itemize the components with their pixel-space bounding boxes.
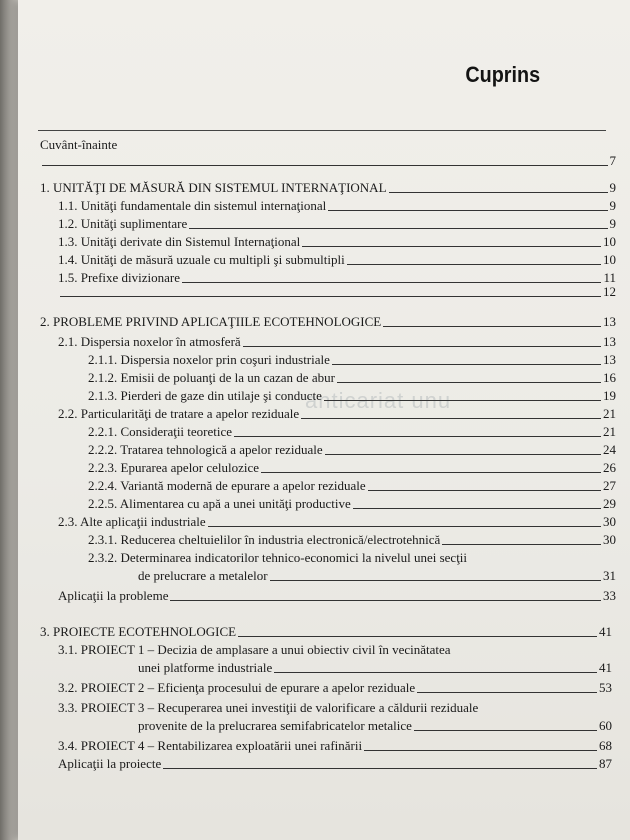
toc-entry [58, 406, 616, 422]
dot-leader [332, 364, 601, 365]
toc-entry-label: 2.1. Dispersia noxelor în atmosferă [58, 334, 241, 349]
toc-entry-label: 1.4. Unităţi de măsură uzuale cu multipli şi submultipli [58, 252, 345, 267]
toc-entry-page: 24 [603, 442, 616, 457]
toc-entry-label: Aplicaţii la proiecte [58, 756, 162, 771]
dot-leader [274, 672, 597, 673]
toc-entry-page: 21 [603, 424, 616, 439]
toc-entry [58, 334, 616, 350]
toc-entry [58, 588, 616, 604]
toc-entry-label: 3.1. PROIECT 1 – Decizia de amplasare a unui obiectiv civil în vecinătatea [58, 642, 451, 657]
toc-entry-page: 13 [603, 334, 616, 349]
toc-entry-page: 19 [603, 388, 616, 403]
toc-entry-page: 11 [603, 270, 616, 285]
toc-entry-label: 2.1.1. Dispersia noxelor prin coşuri industriale [88, 352, 330, 367]
dot-leader [328, 210, 607, 211]
toc-entry [40, 153, 616, 169]
dot-leader [364, 750, 597, 751]
dot-leader [182, 282, 601, 283]
toc-entry-page: 33 [603, 588, 616, 603]
dot-leader [243, 346, 601, 347]
toc-entry-label: provenite de la prelucrarea semifabricatelor metalice [138, 718, 412, 733]
toc-entry-page: 16 [603, 370, 616, 385]
toc-entry-label: Aplicaţii la probleme [58, 588, 169, 603]
watermark: anticariat unu [305, 388, 452, 413]
toc-entry-label: 1.1. Unităţi fundamentale din sistemul internaţional [58, 198, 327, 213]
dot-leader [234, 436, 601, 437]
toc-entry [138, 660, 612, 676]
toc-entry-label: de prelucrare a metalelor [138, 568, 268, 583]
toc-entry [40, 624, 612, 640]
toc-entry [58, 252, 616, 268]
toc-entry-label: 2.2. Particularităţi de tratare a apelor reziduale [58, 406, 300, 421]
toc-entry-page: 29 [603, 496, 616, 511]
toc-entry-page: 9 [609, 180, 616, 195]
toc-entry-page: 10 [603, 234, 616, 249]
toc-entry-page: 41 [599, 624, 612, 639]
toc-entry-label: 2.2.3. Epurarea apelor celulozice [88, 460, 260, 475]
toc-entry-page: 13 [603, 352, 616, 367]
dot-leader [42, 165, 608, 166]
toc-entry [58, 514, 616, 530]
toc-entry-label: 2.3.2. Determinarea indicatorilor tehnico-economici la nivelul unei secţii [88, 550, 468, 565]
toc-entry [88, 424, 616, 440]
toc-entry-page: 41 [599, 660, 612, 675]
toc-entry [40, 180, 616, 196]
toc-entry [58, 738, 612, 754]
dot-leader [324, 400, 601, 401]
dot-leader [337, 382, 601, 383]
toc-entry-label: 1.2. Unităţi suplimentare [58, 216, 188, 231]
dot-leader [60, 296, 601, 297]
dot-leader [189, 228, 607, 229]
toc-entry-label: 2. PROBLEME PRIVIND APLICAŢIILE ECOTEHNOLOGICE [40, 314, 382, 329]
dot-leader [208, 526, 601, 527]
toc-entry [58, 756, 612, 772]
toc-entry [58, 284, 616, 300]
toc-entry-page: 13 [603, 314, 616, 329]
toc-entry [58, 216, 616, 232]
toc-entry [58, 234, 616, 250]
dot-leader [368, 490, 601, 491]
dot-leader [383, 326, 601, 327]
page-title: Cuprins [465, 62, 540, 87]
toc-entry-label: 1. UNITĂŢI DE MĂSURĂ DIN SISTEMUL INTERNAŢIONAL [40, 180, 387, 195]
toc-entry-page: 30 [603, 532, 616, 547]
toc-entry [138, 718, 612, 734]
toc-entry-label: unei platforme industriale [138, 660, 273, 675]
toc-entry [88, 388, 616, 404]
dot-leader [325, 454, 601, 455]
dot-leader [238, 636, 597, 637]
toc-entry-label: 2.2.4. Variantă modernă de epurare a apelor reziduale [88, 478, 366, 493]
toc-entry [88, 460, 616, 476]
toc-entry-label: 3. PROIECTE ECOTEHNOLOGICE [40, 624, 237, 639]
dot-leader [389, 192, 608, 193]
toc-entry-page: 9 [609, 216, 616, 231]
toc-entry [138, 568, 616, 584]
toc-entry-page: 31 [603, 568, 616, 583]
dot-leader [442, 544, 601, 545]
dot-leader [270, 580, 601, 581]
toc-entry-label: 3.4. PROIECT 4 – Rentabilizarea exploatării unei rafinării [58, 738, 363, 753]
dot-leader [302, 246, 601, 247]
toc-entry-page: 27 [603, 478, 616, 493]
dot-leader [170, 600, 601, 601]
toc-entry [88, 370, 616, 386]
toc-entry-label: 2.1.2. Emisii de poluanţi de la un cazan de abur [88, 370, 335, 385]
dot-leader [417, 692, 597, 693]
toc-entry-label: 3.3. PROIECT 3 – Recuperarea unei investiţii de valorificare a căldurii reziduale [58, 700, 479, 715]
dot-leader [347, 264, 601, 265]
toc-entry-label: 2.2.5. Alimentarea cu apă a unei unităţi productive [88, 496, 351, 511]
dot-leader [301, 418, 601, 419]
toc-entry-label: 2.3.1. Reducerea cheltuielilor în industria electronică/electrotehnică [88, 532, 441, 547]
dot-leader [353, 508, 601, 509]
toc-entry-label: 1.5. Prefixe divizionare [58, 270, 181, 285]
toc-entry [58, 198, 616, 214]
toc-entry [88, 496, 616, 512]
toc-entry-label: 3.2. PROIECT 2 – Eficienţa procesului de epurare a apelor reziduale [58, 680, 416, 695]
dot-leader [163, 768, 597, 769]
toc-entry-page: 7 [609, 153, 616, 168]
toc-entry [40, 314, 616, 330]
toc-entry-label: 1.3. Unităţi derivate din Sistemul Internaţional [58, 234, 301, 249]
toc-entry-page: 53 [599, 680, 612, 695]
toc-entry-page: 21 [603, 406, 616, 421]
toc-entry-label: 2.2.1. Consideraţii teoretice [88, 424, 233, 439]
toc-entry-page: 60 [599, 718, 612, 733]
toc-entry-page: 9 [609, 198, 616, 213]
dot-leader [261, 472, 601, 473]
toc-entry-label: Cuvânt-înainte [40, 137, 118, 152]
toc-entry-page: 12 [603, 284, 616, 299]
toc-entry-page: 10 [603, 252, 616, 267]
toc-entry [88, 532, 616, 548]
toc-entry [88, 352, 616, 368]
toc-entry-page: 68 [599, 738, 612, 753]
toc-entry-label: 2.1.3. Pierderi de gaze din utilaje şi conducte [88, 388, 322, 403]
toc-entry-label: 2.3. Alte aplicaţii industriale [58, 514, 206, 529]
toc-entry-page: 30 [603, 514, 616, 529]
toc-entry-page: 87 [599, 756, 612, 771]
toc-entry [88, 478, 616, 494]
toc-entry-label: 2.2.2. Tratarea tehnologică a apelor reziduale [88, 442, 323, 457]
toc-entry [58, 680, 612, 696]
dot-leader [414, 730, 597, 731]
toc-entry-page: 26 [603, 460, 616, 475]
toc-entry [88, 442, 616, 458]
